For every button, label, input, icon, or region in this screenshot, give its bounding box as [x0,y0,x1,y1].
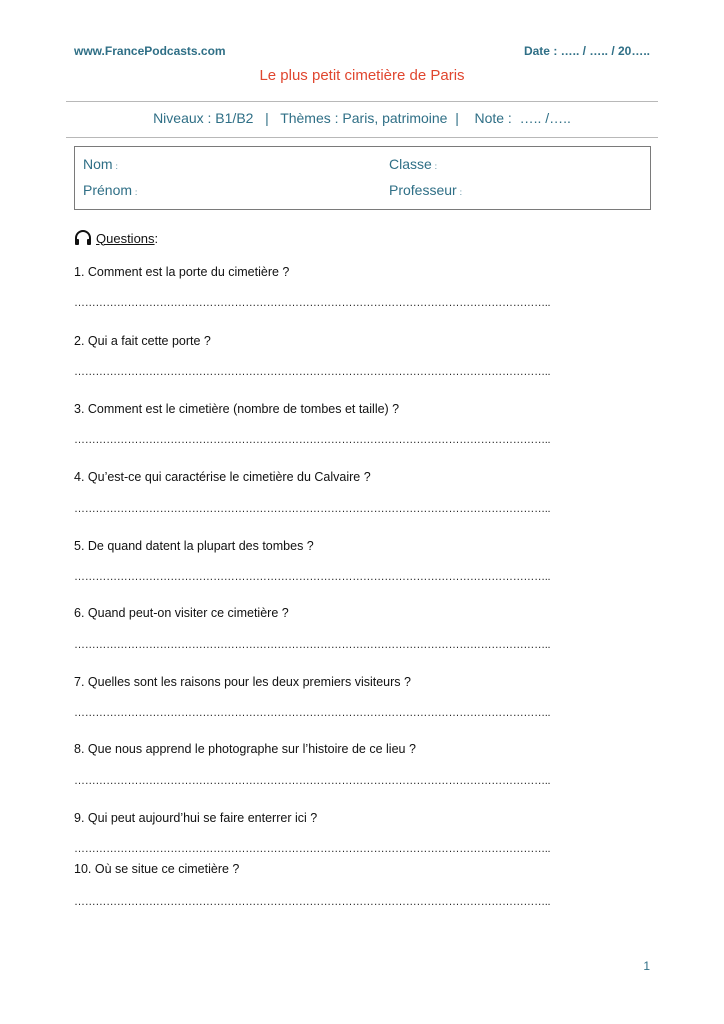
question-5: 5. De quand datent la plupart des tombes ? [74,539,314,553]
teacher-label: Professeur [389,182,457,198]
headphones-icon [74,230,92,246]
page-title: Le plus petit cimetière de Paris [259,67,465,84]
answer-line-4[interactable]: …………………………………………………………………………………………………………………….. [74,503,551,515]
answer-line-9[interactable]: …………………………………………………………………………………………………………………….. [74,843,551,855]
question-2: 2. Qui a fait cette porte ? [74,334,211,348]
answer-line-1[interactable]: …………………………………………………………………………………………………………………….. [74,297,551,309]
answer-line-5[interactable]: …………………………………………………………………………………………………………………….. [74,571,551,583]
name-field[interactable] [83,156,118,172]
separator: | [253,110,281,126]
student-info-box [74,146,651,210]
page-number: 1 [643,959,650,973]
answer-line-8[interactable]: …………………………………………………………………………………………………………………….. [74,775,551,787]
date-field: Date : ….. / ….. / 20….. [523,44,650,58]
question-3: 3. Comment est le cimetière (nombre de tombes et taille) ? [74,402,400,416]
question-9: 9. Qui peut aujourd’hui se faire enterrer ici ? [74,811,318,825]
teacher-field[interactable] [389,182,462,198]
question-1: 1. Comment est la porte du cimetière ? [74,265,290,279]
questions-label-suffix: : [154,230,159,246]
answer-line-3[interactable]: …………………………………………………………………………………………………………………….. [74,434,551,446]
first-name-label: Prénom [83,182,133,198]
colon: : [434,162,438,171]
answer-line-6[interactable]: …………………………………………………………………………………………………………………….. [74,639,551,651]
question-4: 4. Qu’est-ce qui caractérise le cimetière du Calvaire ? [74,470,371,484]
first-name-field[interactable] [83,182,137,198]
class-label: Classe [389,156,432,172]
meta-line [0,110,724,126]
name-label: Nom [83,156,113,172]
separator: | [447,110,475,126]
colon: : [135,188,138,197]
levels-label: Niveaux : B1/B2 [153,110,254,126]
question-10: 10. Où se situe ce cimetière ? [74,862,240,876]
answer-line-7[interactable]: …………………………………………………………………………………………………………………….. [74,707,551,719]
answer-line-10[interactable]: …………………………………………………………………………………………………………………….. [74,896,551,908]
note-label: Note : ….. /….. [474,110,571,126]
colon: : [115,162,118,171]
colon: : [459,188,462,197]
questions-header [74,230,158,246]
class-field[interactable] [389,156,437,172]
divider-top [66,101,658,102]
question-6: 6. Quand peut-on visiter ce cimetière ? [74,606,289,620]
answer-line-2[interactable]: …………………………………………………………………………………………………………………….. [74,366,551,378]
question-7: 7. Quelles sont les raisons pour les deux premiers visiteurs ? [74,675,411,689]
divider-bottom [66,137,658,138]
question-8: 8. Que nous apprend le photographe sur l’histoire de ce lieu ? [74,742,416,756]
site-url: www.FrancePodcasts.com [74,44,226,58]
questions-label: Questions [96,230,155,246]
themes-label: Thèmes : Paris, patrimoine [280,110,448,126]
